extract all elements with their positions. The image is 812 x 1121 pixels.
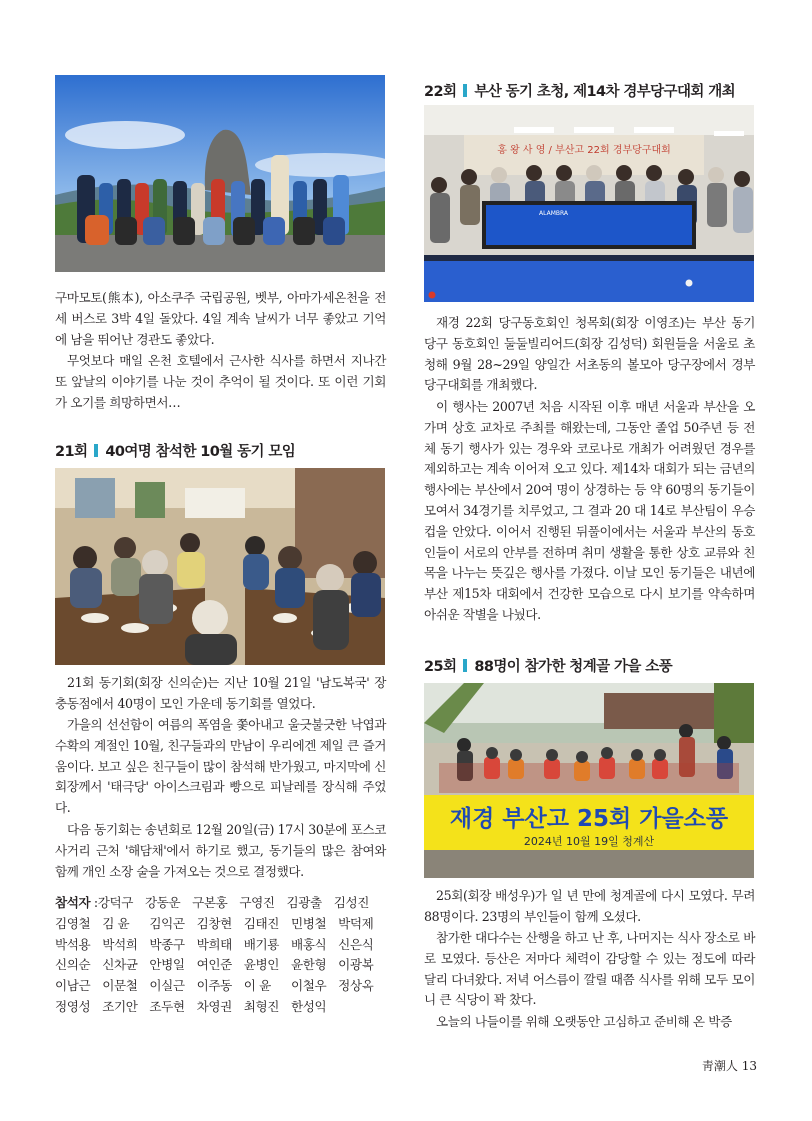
section-21-heading	[55, 440, 295, 461]
paragraph-kumamoto-memory: 무엇보다 매일 온천 호텔에서 근사한 식사를 하면서 지나간 또 앞날의 이야기를 나눈 것이 추억이 될 것이다. 또 이런 기회가 오기를 희망하면서…	[55, 353, 386, 410]
billiards-banner-text: 홍 왕 사 영 / 부산고 22회 경부당구대회	[497, 145, 671, 156]
attendee-name: 배홍식	[290, 936, 327, 952]
paragraph-21-next-meeting: 다음 동기회는 송년회로 12월 20일(금) 17시 30분에 포스코 사거리 근처 '해담채'에서 하기로 했고, 동기들의 많은 참여와 함께 개인 소장 술을 가져오는 것으로 결정했다.	[55, 822, 386, 879]
photo-billiards-image	[424, 105, 754, 302]
attendee-name: 여인준	[196, 957, 232, 973]
paragraph-25-intro: 25회(회장 배성우)가 일 년 만에 청계골에 다시 모였다. 무려 88명이다. 23명의 부인들이 함께 오셨다.	[424, 888, 755, 924]
attendee-name: 윤한형	[290, 957, 327, 973]
section-21-number: 21회	[55, 444, 88, 460]
attendee-name: 이주동	[196, 978, 232, 994]
attendee-name: 강덕구	[97, 895, 134, 910]
heading-accent-bar	[94, 444, 98, 457]
attendees-list	[55, 893, 386, 1018]
attendee-name: 조두현	[149, 998, 185, 1014]
section-21-title: 40여명 참석한 10월 동기 모임	[105, 444, 296, 460]
attendee-name: 조기안	[102, 998, 138, 1014]
attendee-name: 이 윤	[243, 978, 271, 994]
section-22-heading	[424, 80, 735, 101]
attendee-name: 이실근	[149, 978, 185, 994]
attendee-name: 이철우	[290, 978, 327, 994]
picnic-banner-date: 2024년 10월 19일 청계산	[523, 835, 655, 848]
paragraph-22-intro: 재경 22회 당구동호회인 청목회(회장 이영조)는 부산 동기 당구 동호회인 둘둘빌리어드(회장 김성덕) 회원들을 서울로 초청해 9월 28~29일 양일간 서초동의 볼모아 당구장에서 경부당구대회를 개최했다.	[424, 315, 755, 393]
attendee-name: 차영권	[196, 998, 232, 1014]
section-22-title: 부산 동기 초청, 제14차 경부당구대회 개최	[474, 84, 736, 100]
attendee-name: 김익곤	[149, 915, 185, 931]
photo-autumn-picnic	[424, 683, 754, 878]
photo-autumn-picnic-image	[424, 683, 754, 878]
attendee-name: 박덕제	[338, 915, 374, 931]
photo-mountain-group-image	[55, 75, 385, 272]
attendee-name: 이문철	[102, 978, 138, 994]
paragraph-25-hiking: 참가한 대다수는 산행을 하고 난 후, 나머지는 식사 장소로 바로 모였다. 등산은 저마다 체력이 감당할 수 있는 정도에 따라 달리 다녀왔다. 저녁 어스름이 깔릴 때쯤 식사를 위해 모두 모이니 큰 식당이 꽉 찼다.	[424, 930, 755, 1008]
attendee-name: 박희태	[196, 936, 232, 952]
attendee-name: 김성진	[333, 895, 369, 910]
page-footer: 靑潮人 13	[701, 1059, 757, 1073]
section-25-number: 25회	[424, 659, 457, 675]
attendee-name: 김광출	[286, 895, 322, 910]
attendee-name: 이남근	[55, 978, 91, 994]
picnic-banner-title: 재경 부산고 25회 가을소풍	[449, 806, 729, 832]
attendee-name: 김 윤	[102, 915, 130, 931]
svg-text:ALAMBRA: ALAMBRA	[539, 210, 569, 217]
attendee-name: 김영철	[55, 915, 91, 931]
attendee-name: 한성익	[290, 998, 327, 1014]
attendee-name: 신은식	[338, 936, 374, 952]
attendee-name: 김창현	[196, 915, 232, 931]
heading-accent-bar	[463, 84, 467, 97]
attendee-name: 박석희	[102, 936, 138, 952]
photo-restaurant-gathering	[55, 468, 385, 665]
attendee-name: 민병철	[290, 915, 327, 931]
attendee-name: 이광복	[338, 957, 374, 973]
attendee-name: 정영성	[55, 998, 91, 1014]
attendee-name: 구본홍	[192, 895, 228, 910]
paragraph-21-intro: 21회 동기회(회장 신의순)는 지난 10월 21일 '남도복국' 장충동점에서 40명이 모인 가운데 동기회를 열었다.	[55, 675, 386, 711]
paragraph-22-history: 이 행사는 2007년 처음 시작된 이후 매년 서울과 부산을 오가며 상호 교차로 주최를 해왔는데, 그동안 졸업 50주년 등 전체 동기 행사가 있는 경우와 코로나로 개최가 어려웠던 경우를 제외하고는 계속 이어져 오고 있다. 제14차 대회가 되는 금년의 행사에는 부산에서 20여 명이 상경하는 등 약 60명의 동기들이 모여서 34경기를 치루었고, 그 결과 20 대 14로 부산팀이 우승컵을 안았다. 이어서 진행된 뒤풀이에서는 서울과 부산의 동호인들이 서로의 안부를 전하며 취미 생활을 통한 상호 교류와 친목을 나누는 뜻깊은 행사를 가졌다. 이날 모인 동기들은 내년에 부산 제15차 대회에서 건강한 모습으로 다시 보기를 약속하며 아쉬운 작별을 나눴다.	[424, 399, 755, 622]
attendee-name: 정상옥	[338, 978, 374, 994]
photo-mountain-group	[55, 75, 385, 272]
attendee-name: 박종구	[149, 936, 185, 952]
attendee-name: 배기룡	[243, 936, 280, 952]
paragraph-21-autumn: 가을의 선선함이 여름의 폭염을 쫓아내고 울긋불긋한 낙엽과 수확의 계절인 10월, 친구들과의 만남이 우리에겐 제일 큰 즐거움이다. 보고 싶은 친구들이 많이 참석해 반가웠고, 마지막에 신 회장께서 '태극당' 아이스크림과 빵으로 피날레를 장식해 주었다.	[55, 717, 386, 816]
attendees-label: 참석자 :	[55, 895, 98, 910]
attendee-name: 윤병인	[243, 957, 280, 973]
heading-accent-bar	[463, 659, 467, 672]
attendee-name: 안병일	[149, 957, 185, 973]
section-22-number: 22회	[424, 84, 457, 100]
attendee-name: 신차균	[102, 957, 138, 973]
photo-billiards-tournament	[424, 105, 754, 302]
attendees-block	[55, 893, 386, 1018]
paragraph-kumamoto-trip: 구마모토(熊本), 아소쿠주 국립공원, 벳부, 아마가세온천을 전세 버스로 3박 4일 돌았다. 4일 계속 날씨가 너무 좋았고 기억에 남을 뛰어난 경관도 좋았다.	[55, 290, 386, 347]
paragraph-25-closing: 오늘의 나들이를 위해 오랫동안 고심하고 준비해 온 박증	[436, 1014, 732, 1029]
attendee-name: 김태진	[243, 915, 280, 931]
photo-restaurant-gathering-image	[55, 468, 385, 665]
attendee-name: 강동운	[144, 895, 181, 910]
attendee-name: 박석용	[55, 936, 91, 952]
section-25-heading	[424, 655, 672, 676]
attendee-name: 신의순	[55, 957, 91, 973]
attendee-name: 최형진	[243, 998, 280, 1014]
section-25-title: 88명이 참가한 청계골 가을 소풍	[474, 659, 673, 675]
attendee-name: 구영진	[239, 895, 275, 910]
